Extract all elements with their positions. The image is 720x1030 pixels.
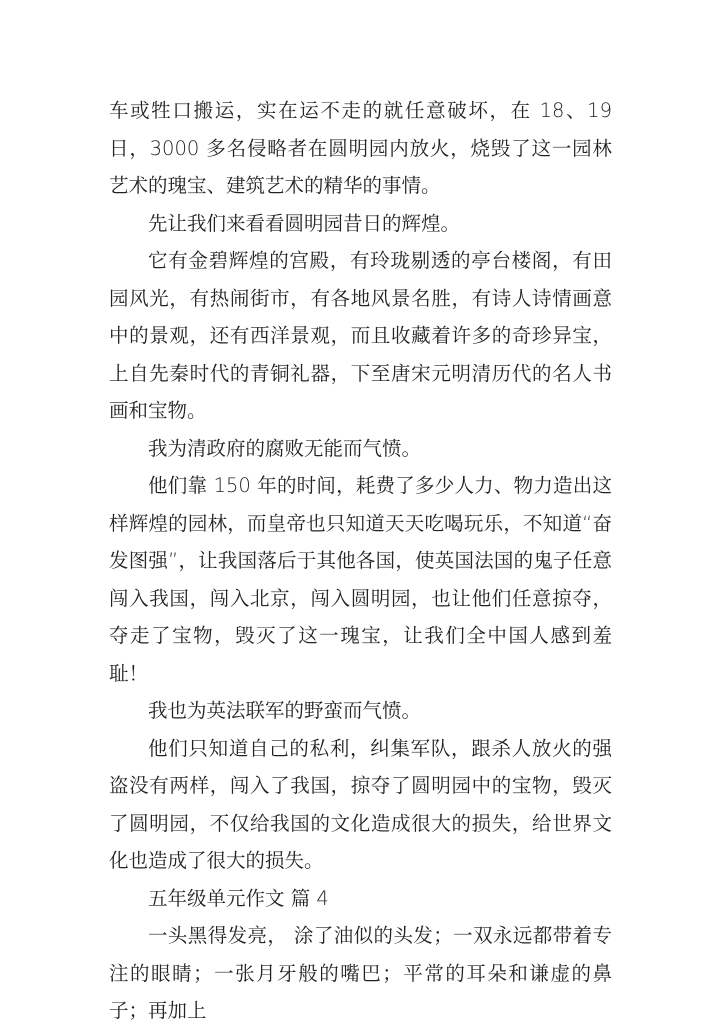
paragraph-8: 一头黑得发亮， 涂了油似的头发；一双永远都带着专注的眼睛；一张月牙般的嘴巴；平常的耳朵和谦虚的鼻子；再加上 — [109, 924, 612, 1022]
paragraph-2: 先让我们来看看圆明园昔日的辉煌。 — [148, 211, 461, 235]
paragraph-5: 他们靠 150 年的时间，耗费了多少人力、物力造出这样辉煌的园林，而皇帝也只知道天天吃喝玩乐，不知道“奋发图强”，让我国落后于其他各国，使英国法国的鬼子任意闯入我国，闯入北京，闯入圆明园，也让他们任意掠夺，夺走了宝物，毁灭了这一瑰宝，让我们全中国人感到羞耻！ — [109, 474, 612, 685]
document-page — [109, 92, 612, 1030]
paragraph-6: 我也为英法联军的野蛮而气愤。 — [148, 699, 422, 722]
section-heading: 五年级单元作文 篇 4 — [148, 886, 329, 910]
paragraph-4: 我为清政府的腐败无能而气愤。 — [148, 436, 422, 460]
paragraph-1: 车或牲口搬运，实在运不走的就任意破坏，在 18、19 日，3000 多名侵略者在圆明园内放火，烧毁了这一园林艺术的瑰宝、建筑艺术的精华的事情。 — [109, 99, 612, 197]
paragraph-7: 他们只知道自己的私利，纠集军队，跟杀人放火的强盗没有两样，闯入了我国，掠夺了圆明园中的宝物，毁灭了圆明园，不仅给我国的文化造成很大的损失，给世界文化也造成了很大的损失。 — [109, 736, 612, 872]
paragraph-3: 它有金碧辉煌的宫殿，有玲珑剔透的亭台楼阁，有田园风光，有热闹街市，有各地风景名胜，有诗人诗情画意中的景观，还有西洋景观，而且收藏着许多的奇珍异宝，上自先秦时代的青铜礼器，下至唐宋元明清历代的名人书画和宝物。 — [109, 249, 612, 422]
